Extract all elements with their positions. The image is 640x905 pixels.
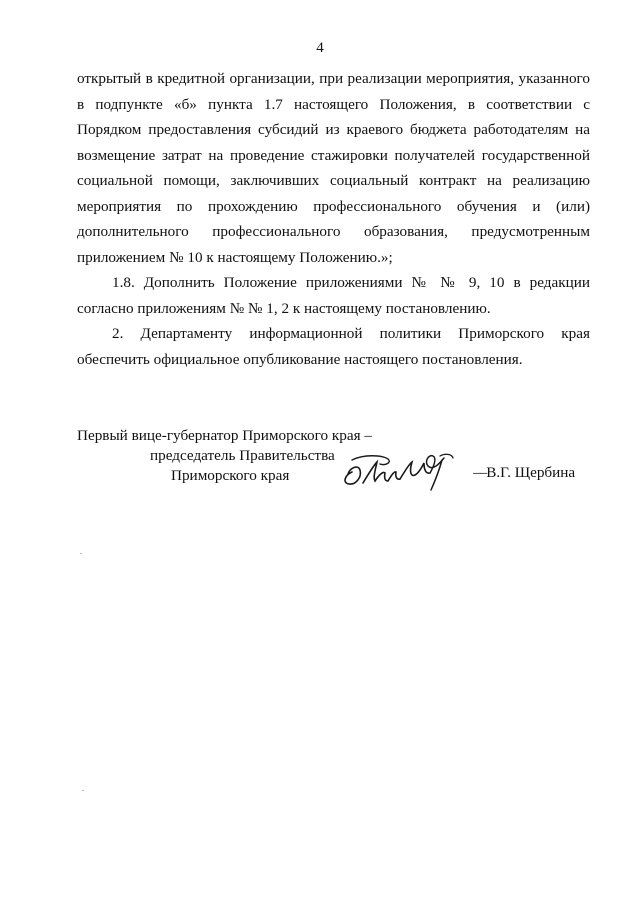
text-line: затрат на проведение стажировки получателей государственной социальной xyxy=(77,146,590,189)
position-line: Приморского края xyxy=(171,467,290,484)
text-line: подпункте «б» пункта 1.7 настоящего Положения, в соответствии с Порядком xyxy=(77,95,591,138)
text-line: помощи, заключивших социальный контракт на реализацию мероприятия по xyxy=(77,172,591,215)
paragraph-item-1-8 xyxy=(77,270,590,321)
text-line: 1.8. Дополнить Положение приложениями № № 9, 10 в редакции согласно xyxy=(77,274,590,317)
text-line: профессионального образования, предусмотренным приложением № 10 к xyxy=(77,223,590,266)
text-line: прохождению профессионального обучения и (или) дополнительного xyxy=(77,197,590,240)
paragraph-item-2 xyxy=(77,321,590,372)
text-line: предоставления субсидий из краевого бюджета работодателям на возмещение xyxy=(77,121,590,164)
text-line: приложениям № № 1, 2 к настоящему постановлению. xyxy=(137,299,491,317)
position-line: Первый вице-губернатор Приморского края – xyxy=(77,427,372,444)
handwritten-signature xyxy=(336,446,461,494)
paragraph-continuation xyxy=(77,66,590,270)
document-body xyxy=(77,66,590,372)
scan-speck xyxy=(80,553,82,554)
text-line: обеспечить официальное опубликование настоящего постановления. xyxy=(77,350,523,368)
signatory-position xyxy=(77,426,372,486)
position-line: председатель Правительства xyxy=(150,447,335,464)
signer-name xyxy=(473,463,575,483)
text-line: 2. Департаменту информационной политики Приморского края xyxy=(112,325,590,342)
page-number: 4 xyxy=(316,40,324,56)
text-line: открытый в кредитной организации, при реализации мероприятия, указанного в xyxy=(77,70,590,113)
text-line: настоящему Положению.»; xyxy=(217,248,393,266)
signature-dash: –– xyxy=(473,464,487,481)
scan-speck xyxy=(82,790,84,791)
signer-name-text: В.Г. Щербина xyxy=(486,464,576,481)
